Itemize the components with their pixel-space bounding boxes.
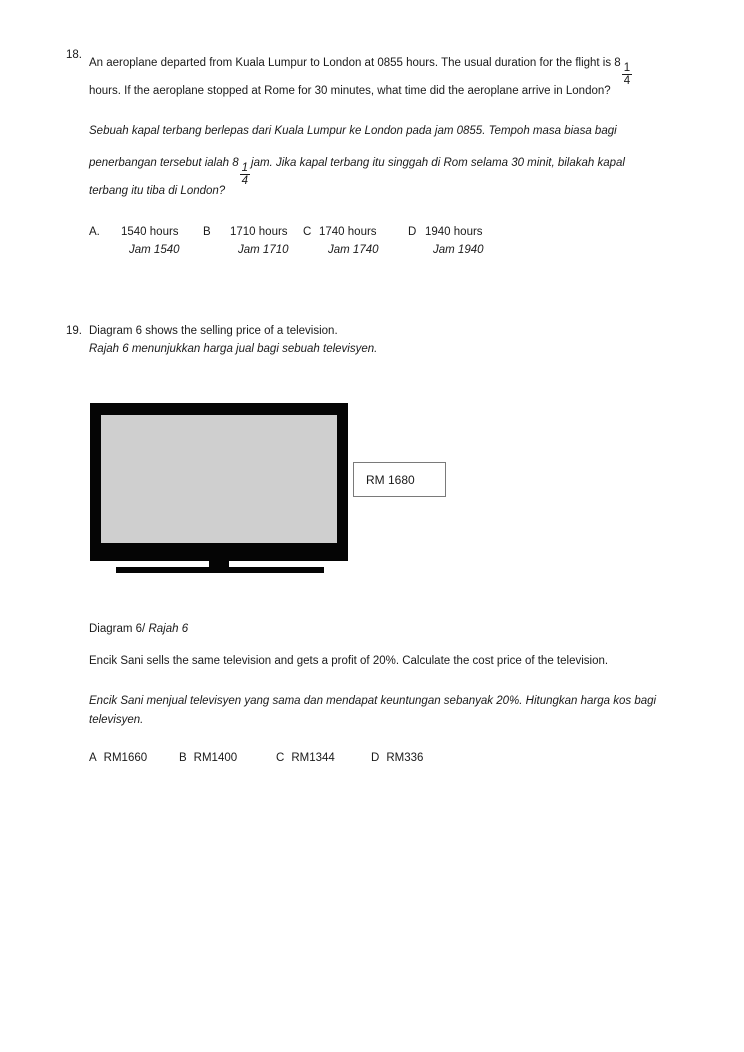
question-18-malay-text-after-fraction: jam. Jika kapal terbang itu singgah di Rom selama 30 minit, bilakah kapal [251,157,625,169]
price-callout-box [353,462,446,497]
question-19-option-b[interactable] [179,751,276,766]
option-a-value-english: 1540 hours [121,226,179,238]
question-19-option-c[interactable] [276,751,371,766]
option-a-label: A. [89,226,100,238]
question-18-malay-line-1: Sebuah kapal terbang berlepas dari Kuala Lumpur ke London pada jam 0855. Tempoh masa biasa bagi [89,125,617,137]
option-b-label: B [203,226,211,238]
option-c-value: RM1344 [291,752,335,764]
option-a-value-malay: Jam 1540 [129,244,180,256]
question-19-options [89,751,461,766]
television-diagram [90,403,348,573]
television-bezel [90,403,348,561]
question-18-english-line-1 [89,48,726,87]
question-18-malay-line-2 [89,148,729,187]
fraction-denominator: 4 [241,175,249,188]
diagram-caption-english: Diagram 6/ [89,623,146,635]
television-screen [101,415,337,543]
diagram-caption-malay [145,623,188,635]
option-a-label: A [89,752,97,764]
question-19-number: 19. [66,325,82,337]
option-d-value: RM336 [386,752,424,764]
option-b-label: B [179,752,187,764]
question-19-malay-line-1: Rajah 6 menunjukkan harga jual bagi sebuah televisyen. [89,343,378,355]
television-stand-base [116,567,324,573]
option-b-value-english: 1710 hours [230,226,288,238]
option-b-value: RM1400 [193,752,238,764]
question-19-english-line-1: Diagram 6 shows the selling price of a television. [89,325,338,337]
option-b-value-malay: Jam 1710 [238,244,289,256]
option-d-value-malay: Jam 1940 [433,244,484,256]
option-c-value-english: 1740 hours [319,226,377,238]
option-a-value: RM1660 [103,752,148,764]
question-18-malay-line-3: terbang itu tiba di London? [89,185,226,197]
fraction-numerator: 1 [241,162,249,175]
question-18-english-text-1: An aeroplane departed from Kuala Lumpur to London at 0855 hours. The usual duration for the flight is 8 [89,57,621,69]
option-d-label: D [371,752,380,764]
option-d-value-english: 1940 hours [425,226,483,238]
question-18-number: 18. [66,49,82,61]
fraction-numerator: 1 [623,62,631,75]
option-d-label: D [408,226,417,238]
question-18-english-line-2: hours. If the aeroplane stopped at Rome for 30 minutes, what time did the aeroplane arrive in London? [89,85,611,97]
option-c-label: C [303,226,312,238]
option-c-label: C [276,752,285,764]
question-19-prompt-malay: Encik Sani menjual televisyen yang sama dan mendapat keuntungan sebanyak 20%. Hitungkan harga kos bagi televisyen. [89,695,657,726]
question-19-prompt-english: Encik Sani sells the same television and gets a profit of 20%. Calculate the cost price of the television. [89,655,609,667]
diagram-6-caption [89,622,188,637]
question-19-option-d[interactable] [371,751,461,766]
price-label: RM 1680 [366,472,415,487]
fraction-denominator: 4 [623,75,631,88]
question-19-option-a[interactable] [89,751,179,766]
option-c-value-malay: Jam 1740 [328,244,379,256]
diagram-caption-malay-text: Rajah 6 [148,623,189,635]
question-18-malay-text-before-fraction: penerbangan tersebut ialah 8 [89,157,239,169]
